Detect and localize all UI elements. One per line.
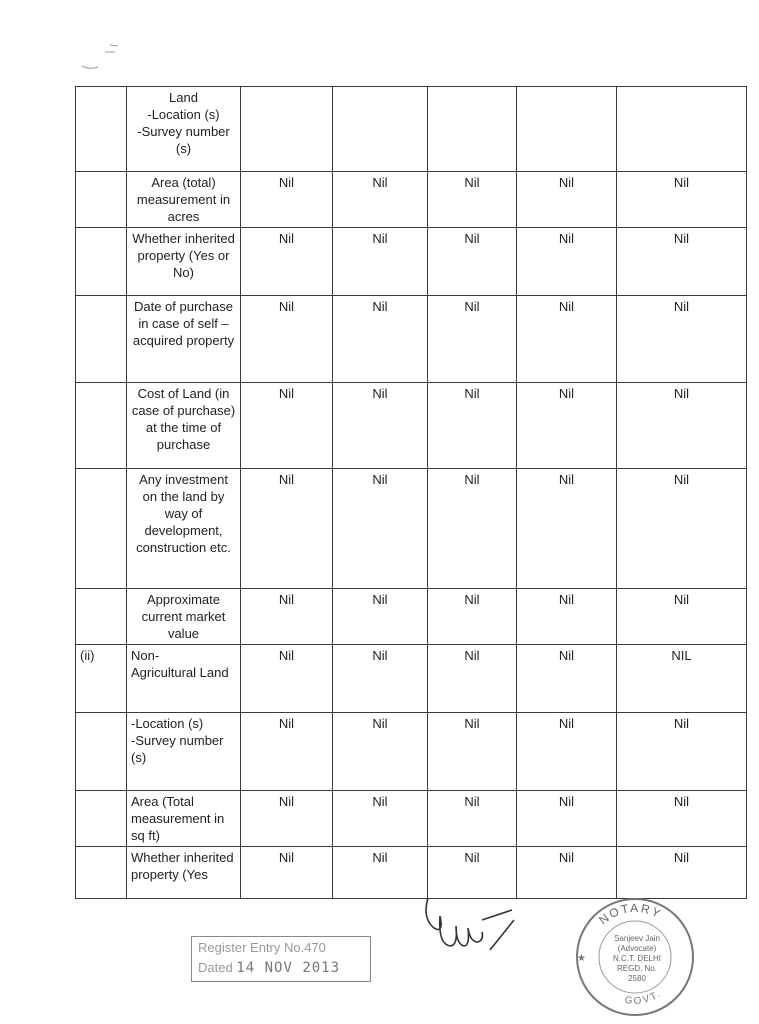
- cell-value: Nil: [517, 296, 617, 383]
- cell-value: Nil: [241, 713, 333, 791]
- cell-value: Nil: [617, 383, 747, 469]
- cell-value: Nil: [517, 172, 617, 228]
- cell-value: Nil: [428, 383, 517, 469]
- register-dated-label: Dated: [198, 960, 233, 975]
- assets-table: [75, 86, 747, 899]
- row-label: Cost of Land (in case of purchase) at the time of purchase: [127, 383, 241, 469]
- assets-table-body: [76, 87, 747, 899]
- cell-value: Nil: [241, 296, 333, 383]
- row-number: [76, 87, 127, 172]
- row-number: (ii): [76, 645, 127, 713]
- table-row: [76, 791, 747, 847]
- cell-value: Nil: [517, 791, 617, 847]
- cell-value: Nil: [333, 713, 428, 791]
- row-number: [76, 296, 127, 383]
- notary-top-text: NOTARY: [596, 900, 665, 928]
- svg-text:NOTARY: [596, 901, 664, 927]
- row-number: [76, 228, 127, 296]
- table-row: [76, 383, 747, 469]
- cell-value: Nil: [428, 589, 517, 645]
- cell-value: Nil: [428, 469, 517, 589]
- cell-value: Nil: [333, 589, 428, 645]
- table-row: [76, 847, 747, 899]
- notary-place: N.C.T. DELHI: [612, 954, 662, 963]
- cell-value: [517, 87, 617, 172]
- row-label: Whether inherited property (Yes: [127, 847, 241, 899]
- cell-value: Nil: [517, 847, 617, 899]
- cell-value: Nil: [517, 469, 617, 589]
- row-label: Area (Total measurement in sq ft): [127, 791, 241, 847]
- row-number: [76, 589, 127, 645]
- row-number: [76, 713, 127, 791]
- cell-value: Nil: [617, 172, 747, 228]
- cell-value: [428, 87, 517, 172]
- cell-value: Nil: [428, 296, 517, 383]
- cell-value: Nil: [333, 469, 428, 589]
- row-label: Area (total) measurement in acres: [127, 172, 241, 228]
- cell-value: [333, 87, 428, 172]
- row-label: Land -Location (s) -Survey number (s): [127, 87, 241, 172]
- row-number: [76, 469, 127, 589]
- cell-value: Nil: [241, 228, 333, 296]
- table-row: [76, 172, 747, 228]
- row-label: -Location (s) -Survey number (s): [127, 713, 241, 791]
- notary-seal: [565, 895, 705, 1020]
- cell-value: Nil: [428, 847, 517, 899]
- register-date: 14 NOV 2013: [236, 960, 341, 976]
- cell-value: Nil: [517, 713, 617, 791]
- cell-value: Nil: [428, 713, 517, 791]
- row-label: Non- Agricultural Land: [127, 645, 241, 713]
- register-entry-label: Register Entry No.470: [198, 940, 326, 955]
- cell-value: Nil: [241, 172, 333, 228]
- table-row: [76, 589, 747, 645]
- cell-value: Nil: [241, 469, 333, 589]
- register-entry-stamp: [191, 936, 371, 982]
- cell-value: Nil: [517, 589, 617, 645]
- signature: [420, 890, 530, 970]
- table-row: [76, 469, 747, 589]
- cell-value: Nil: [333, 791, 428, 847]
- cell-value: Nil: [428, 645, 517, 713]
- cell-value: Nil: [333, 296, 428, 383]
- cell-value: Nil: [333, 847, 428, 899]
- notary-regd: REGD. No.: [616, 964, 658, 973]
- cell-value: Nil: [241, 383, 333, 469]
- cell-value: [241, 87, 333, 172]
- cell-value: Nil: [333, 172, 428, 228]
- row-label: Any investment on the land by way of development, construction etc.: [127, 469, 241, 589]
- notary-number: 2580: [628, 974, 646, 983]
- row-number: [76, 383, 127, 469]
- table-row: [76, 87, 747, 172]
- cell-value: Nil: [333, 645, 428, 713]
- row-number: [76, 791, 127, 847]
- cell-value: [617, 87, 747, 172]
- table-row: [76, 228, 747, 296]
- table-row: [76, 713, 747, 791]
- cell-value: Nil: [517, 645, 617, 713]
- cell-value: Nil: [617, 589, 747, 645]
- row-label: Date of purchase in case of self – acquired property: [127, 296, 241, 383]
- row-label: Whether inherited property (Yes or No): [127, 228, 241, 296]
- cell-value: Nil: [617, 228, 747, 296]
- cell-value: Nil: [617, 713, 747, 791]
- cell-value: Nil: [617, 847, 747, 899]
- row-number: [76, 172, 127, 228]
- svg-text:GOVT.: [624, 988, 664, 1007]
- cell-value: Nil: [333, 383, 428, 469]
- cell-value: Nil: [241, 791, 333, 847]
- row-label: Approximate current market value: [127, 589, 241, 645]
- cell-value: Nil: [428, 172, 517, 228]
- cell-value: Nil: [617, 296, 747, 383]
- cell-value: Nil: [617, 791, 747, 847]
- cell-value: Nil: [428, 791, 517, 847]
- cell-value: Nil: [241, 589, 333, 645]
- notary-bottom-text: GOVT.: [623, 988, 665, 1008]
- cell-value: Nil: [428, 228, 517, 296]
- cell-value: NIL: [617, 645, 747, 713]
- cell-value: Nil: [241, 645, 333, 713]
- cell-value: Nil: [617, 469, 747, 589]
- page-corner-mark: [80, 42, 140, 72]
- table-row: [76, 296, 747, 383]
- row-number: [76, 847, 127, 899]
- cell-value: Nil: [333, 228, 428, 296]
- notary-name: Sanjeev Jain: [614, 934, 660, 943]
- cell-value: Nil: [517, 228, 617, 296]
- notary-role: (Advocate): [617, 944, 657, 953]
- star-icon: ★: [577, 953, 586, 964]
- cell-value: Nil: [241, 847, 333, 899]
- cell-value: Nil: [517, 383, 617, 469]
- table-row: [76, 645, 747, 713]
